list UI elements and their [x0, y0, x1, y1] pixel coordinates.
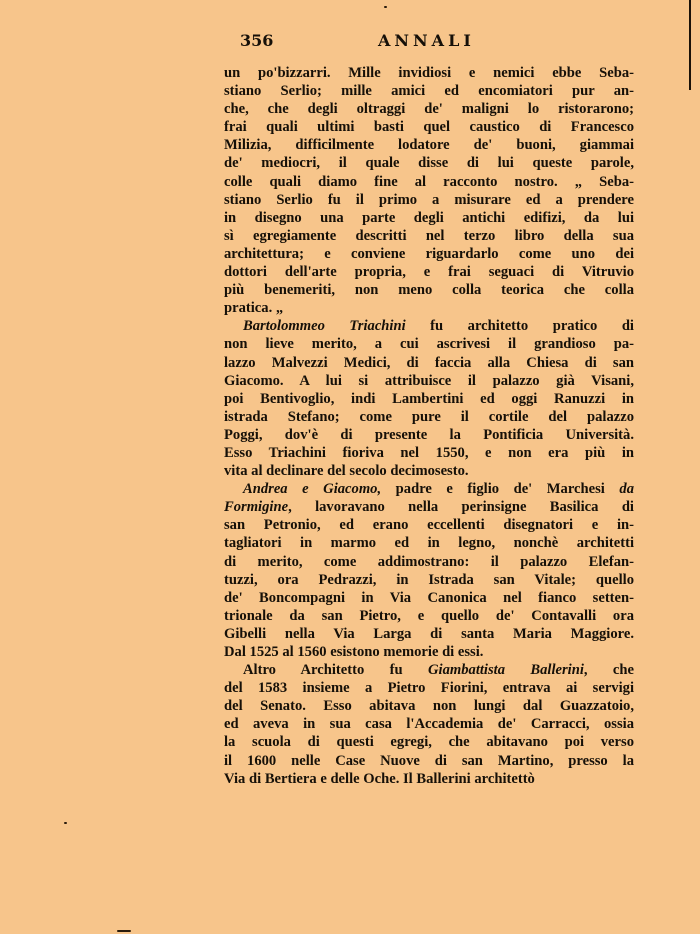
page-number: 356 [240, 31, 274, 50]
running-head: ANNALI [378, 31, 475, 50]
text-line [224, 426, 634, 444]
text-line [224, 299, 634, 317]
text-line [224, 770, 634, 788]
print-speck [64, 822, 67, 824]
text-run: istrada Stefano; come pure il cortile del palazzo [224, 408, 634, 425]
text-line [224, 516, 634, 534]
text-line [224, 317, 634, 335]
text-run: , che [583, 662, 634, 679]
text-run: non lieve merito, a cui ascrivesi il grandioso pa- [224, 336, 634, 353]
text-run: , lavoravano nella perinsigne Basilica di [288, 499, 634, 516]
text-run: tagliatori in marmo ed in legno, nonchè architetti [224, 535, 634, 552]
paragraph [224, 317, 634, 480]
text-run: fu architetto pratico di [405, 318, 634, 335]
text-run: più benemeriti, non meno colla teorica che colla [224, 282, 634, 299]
text-line [224, 679, 634, 697]
text-run: lazzo Malvezzi Medici, di faccia alla Chiesa di san [224, 354, 634, 371]
text-run: di merito, come addimostrano: il palazzo Elefan- [224, 553, 634, 570]
text-line [224, 661, 634, 679]
text-line [224, 64, 634, 82]
text-line [224, 462, 634, 480]
italic-name: da [619, 481, 634, 498]
print-speck [117, 930, 131, 932]
text-line [224, 100, 634, 118]
text-line [224, 498, 634, 516]
italic-name: Giambattista Ballerini [427, 662, 584, 679]
text-run: Via di Bertiera e delle Oche. Il Ballerini architettò [224, 770, 535, 787]
text-line [224, 118, 634, 136]
text-line [224, 209, 634, 227]
text-line [224, 480, 634, 498]
text-line [224, 191, 634, 209]
text-line [224, 82, 634, 100]
text-run: un po'bizzarri. Mille invidiosi e nemici ebbe Seba- [224, 65, 634, 81]
text-line [224, 354, 634, 372]
text-run: pratica. „ [224, 300, 284, 317]
text-run: dottori dell'arte propria, e frai seguaci di Vitruvio [224, 264, 634, 281]
text-run: padre e figlio de' Marchesi [381, 481, 620, 498]
text-run: stiano Serlio fu il primo a misurare ed a prendere [224, 191, 634, 208]
text-run: san Petronio, ed erano eccellenti disegnatori e in- [224, 517, 634, 534]
print-speck [384, 6, 387, 8]
text-line [224, 444, 634, 462]
text-line [224, 607, 634, 625]
text-line [224, 245, 634, 263]
text-line [224, 335, 634, 353]
text-run: del Senato. Esso abitava non lungi dal Guazzatoio, [224, 698, 634, 715]
text-run: Esso Triachini fioriva nel 1550, e non era più in [224, 444, 634, 461]
text-run: poi Bentivoglio, indi Lambertini ed oggi Ranuzzi in [224, 390, 634, 407]
paragraph [224, 661, 634, 788]
text-run: Milizia, difficilmente lodatore de' buoni, giammai [224, 137, 634, 154]
text-line [224, 752, 634, 770]
text-run: de' mediocri, il quale disse di lui queste parole, [224, 155, 634, 172]
text-run: architettura; e conviene riguardarlo come uno dei [224, 245, 634, 262]
text-run: Poggi, dov'è di presente la Pontificia Università. [224, 426, 634, 443]
body-text [224, 64, 634, 788]
text-line [224, 715, 634, 733]
italic-name: Bartolommeo Triachini [243, 318, 406, 335]
text-line [224, 281, 634, 299]
text-line [224, 553, 634, 571]
paragraph [224, 64, 634, 317]
text-line [224, 263, 634, 281]
text-line [224, 733, 634, 751]
text-line [224, 534, 634, 552]
text-line [224, 372, 634, 390]
text-run: colle quali diamo fine al racconto nostro. „ Seba- [224, 173, 634, 190]
text-run: in disegno una parte degli antichi edifizi, da lui [224, 209, 634, 226]
text-run: sì egregiamente descritti nel terzo libro della sua [224, 227, 634, 244]
text-run: Altro Architetto fu [243, 662, 428, 679]
text-line [224, 173, 634, 191]
text-run: Giacomo. A lui si attribuisce il palazzo già Visani, [224, 372, 634, 389]
text-run: vita al declinare del secolo decimosesto. [224, 463, 469, 480]
text-line [224, 625, 634, 643]
text-run: il 1600 nelle Case Nuove di san Martino, presso la [224, 752, 634, 769]
italic-name: Andrea e Giacomo, [243, 481, 382, 498]
text-line [224, 643, 634, 661]
text-run: frai quali ultimi basti quel caustico di Francesco [224, 119, 634, 136]
text-line [224, 227, 634, 245]
text-run: stiano Serlio; mille amici ed encomiatori pur an- [224, 83, 634, 100]
text-line [224, 136, 634, 154]
text-run: trionale da san Pietro, e quello de' Contavalli ora [224, 607, 634, 624]
italic-name: Formigine [224, 499, 289, 516]
text-line [224, 697, 634, 715]
text-run: che, che degli oltraggi de' maligni lo ristorarono; [224, 101, 634, 118]
text-line [224, 571, 634, 589]
text-run: la scuola di questi egregi, che abitavano poi verso [224, 734, 634, 751]
text-line [224, 408, 634, 426]
text-line [224, 154, 634, 172]
text-run: tuzzi, ora Pedrazzi, in Istrada san Vitale; quello [224, 571, 634, 588]
text-run: ed aveva in sua casa l'Accademia de' Carracci, ossia [224, 716, 634, 733]
text-line [224, 390, 634, 408]
paragraph [224, 480, 634, 661]
text-run: Gibelli nella Via Larga di santa Maria Maggiore. [224, 625, 634, 642]
text-line [224, 589, 634, 607]
text-run: del 1583 insieme a Pietro Fiorini, entrava ai servigi [224, 680, 634, 697]
page-edge-line [689, 0, 691, 90]
text-run: de' Boncompagni in Via Canonica nel fianco setten- [224, 589, 634, 606]
text-run: Dal 1525 al 1560 esistono memorie di essi. [224, 644, 484, 660]
